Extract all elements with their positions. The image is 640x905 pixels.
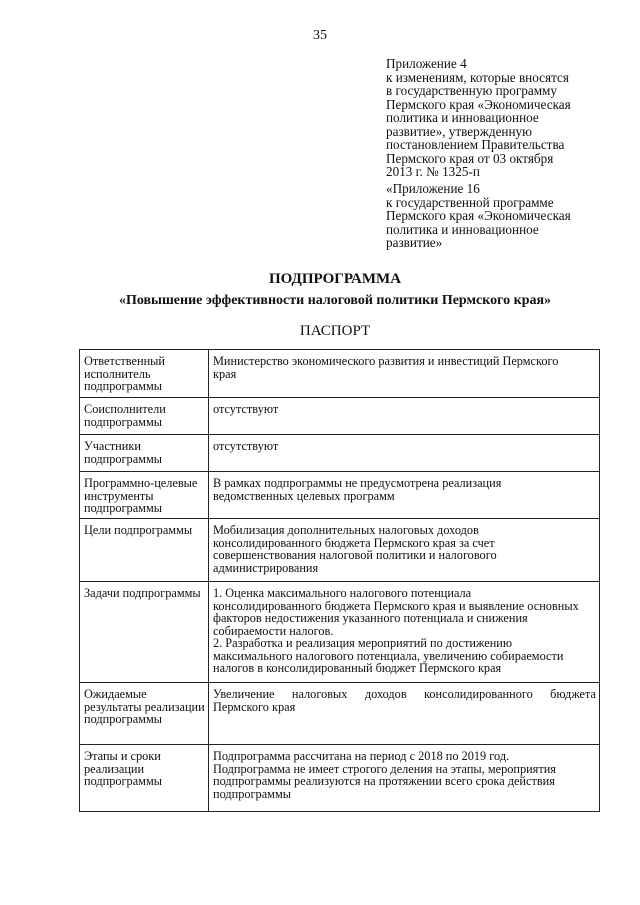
appendix-note-line: Пермского края от 03 октября <box>386 150 554 166</box>
table-row <box>80 745 600 812</box>
row-value <box>209 435 600 472</box>
row-value <box>209 745 600 812</box>
row-value-line: 1. Оценка максимального налогового потенциала <box>213 586 472 600</box>
passport-table <box>79 349 600 812</box>
table-row <box>80 472 600 519</box>
table-row <box>80 582 600 683</box>
row-value-line: налогов в консолидированный бюджет Пермского края <box>213 661 502 675</box>
page-number: 35 <box>313 28 327 43</box>
row-value-line: подпрограммы реализуются на протяжении всего срока действия <box>213 774 555 788</box>
table-row <box>80 350 600 398</box>
row-value-line: факторов недостижения указанного потенциала и снижения <box>213 611 528 625</box>
appendix-reference-line: Пермского края «Экономическая <box>386 208 571 223</box>
title-block <box>70 270 600 340</box>
subprogram-title: ПОДПРОГРАММА <box>268 271 402 287</box>
appendix-note-line: к изменениям, которые вносятся <box>386 69 569 85</box>
appendix-note-line: 2013 г. № 1325-п <box>386 164 480 179</box>
row-value-line: Мобилизация дополнительных налоговых доходов <box>213 523 479 537</box>
appendix-note-line: Приложение 4 <box>386 56 467 71</box>
row-label: Ответственный исполнитель подпрограммы <box>80 350 209 398</box>
row-value <box>209 398 600 435</box>
appendix-reference-line: «Приложение 16 <box>386 181 480 196</box>
row-value-line: консолидированного бюджета Пермского края и выявление основных <box>213 598 579 613</box>
appendix-note-line: в государственную программу <box>386 83 557 98</box>
appendix-note-line: Пермского края «Экономическая <box>386 96 571 112</box>
row-value-line: максимального налогового потенциала, увеличению собираемости <box>213 648 564 663</box>
row-value-line: края <box>213 366 237 381</box>
appendix-note-line: постановлением Правительства <box>386 137 565 152</box>
row-value-line: Увеличение налоговых доходов консолидированного бюджета <box>213 687 596 701</box>
row-value-line: администрирования <box>213 560 319 575</box>
row-value-line: 2. Разработка и реализация мероприятий по достижению <box>213 636 513 650</box>
row-label: Цели подпрограммы <box>80 519 209 582</box>
appendix-note-line: политика и инновационное <box>386 110 539 125</box>
row-value-line: Пермского края <box>213 699 296 714</box>
table-row <box>80 398 600 435</box>
row-label: Задачи подпрограммы <box>80 582 209 683</box>
row-label: Этапы и сроки реализации подпрограммы <box>80 745 209 812</box>
passport-heading: ПАСПОРТ <box>299 323 371 339</box>
appendix-note <box>386 57 616 179</box>
row-value-line: В рамках подпрограммы не предусмотрена реализация <box>213 476 502 490</box>
table-row <box>80 683 600 745</box>
row-value-line: отсутствуют <box>213 402 279 416</box>
row-label: Программно-целевые инструменты подпрограммы <box>80 472 209 519</box>
row-value <box>209 472 600 519</box>
appendix-reference-line: политика и инновационное <box>386 221 539 237</box>
subprogram-name: «Повышение эффективности налоговой политики Пермского края» <box>118 293 552 308</box>
row-value <box>209 519 600 582</box>
row-value-line: консолидированного бюджета Пермского края за счет <box>213 535 495 550</box>
row-label: Соисполнители подпрограммы <box>80 398 209 435</box>
appendix-note-line: развитие», утвержденную <box>386 123 532 139</box>
row-label: Ожидаемые результаты реализации подпрограммы <box>80 683 209 745</box>
row-value-line: ведомственных целевых программ <box>213 488 395 503</box>
row-value-line: Подпрограмма рассчитана на период с 2018 по 2019 год. <box>213 749 510 763</box>
appendix-reference-line: развитие» <box>386 235 443 250</box>
table-row <box>80 519 600 582</box>
row-value <box>209 350 600 398</box>
row-value-line: собираемости налогов. <box>213 623 334 638</box>
row-value-line: совершенствования налоговой политики и налогового <box>213 548 497 562</box>
row-value-line: Подпрограмма не имеет строгого деления на этапы, мероприятия <box>213 761 556 776</box>
row-value-line: Министерство экономического развития и инвестиций Пермского <box>213 354 559 368</box>
row-label: Участники подпрограммы <box>80 435 209 472</box>
table-row <box>80 435 600 472</box>
row-value-line: подпрограммы <box>213 786 291 801</box>
row-value-line: отсутствуют <box>213 439 279 453</box>
row-value <box>209 582 600 683</box>
appendix-reference-line: к государственной программе <box>386 194 554 210</box>
appendix-reference <box>386 182 616 250</box>
row-value <box>209 683 600 745</box>
